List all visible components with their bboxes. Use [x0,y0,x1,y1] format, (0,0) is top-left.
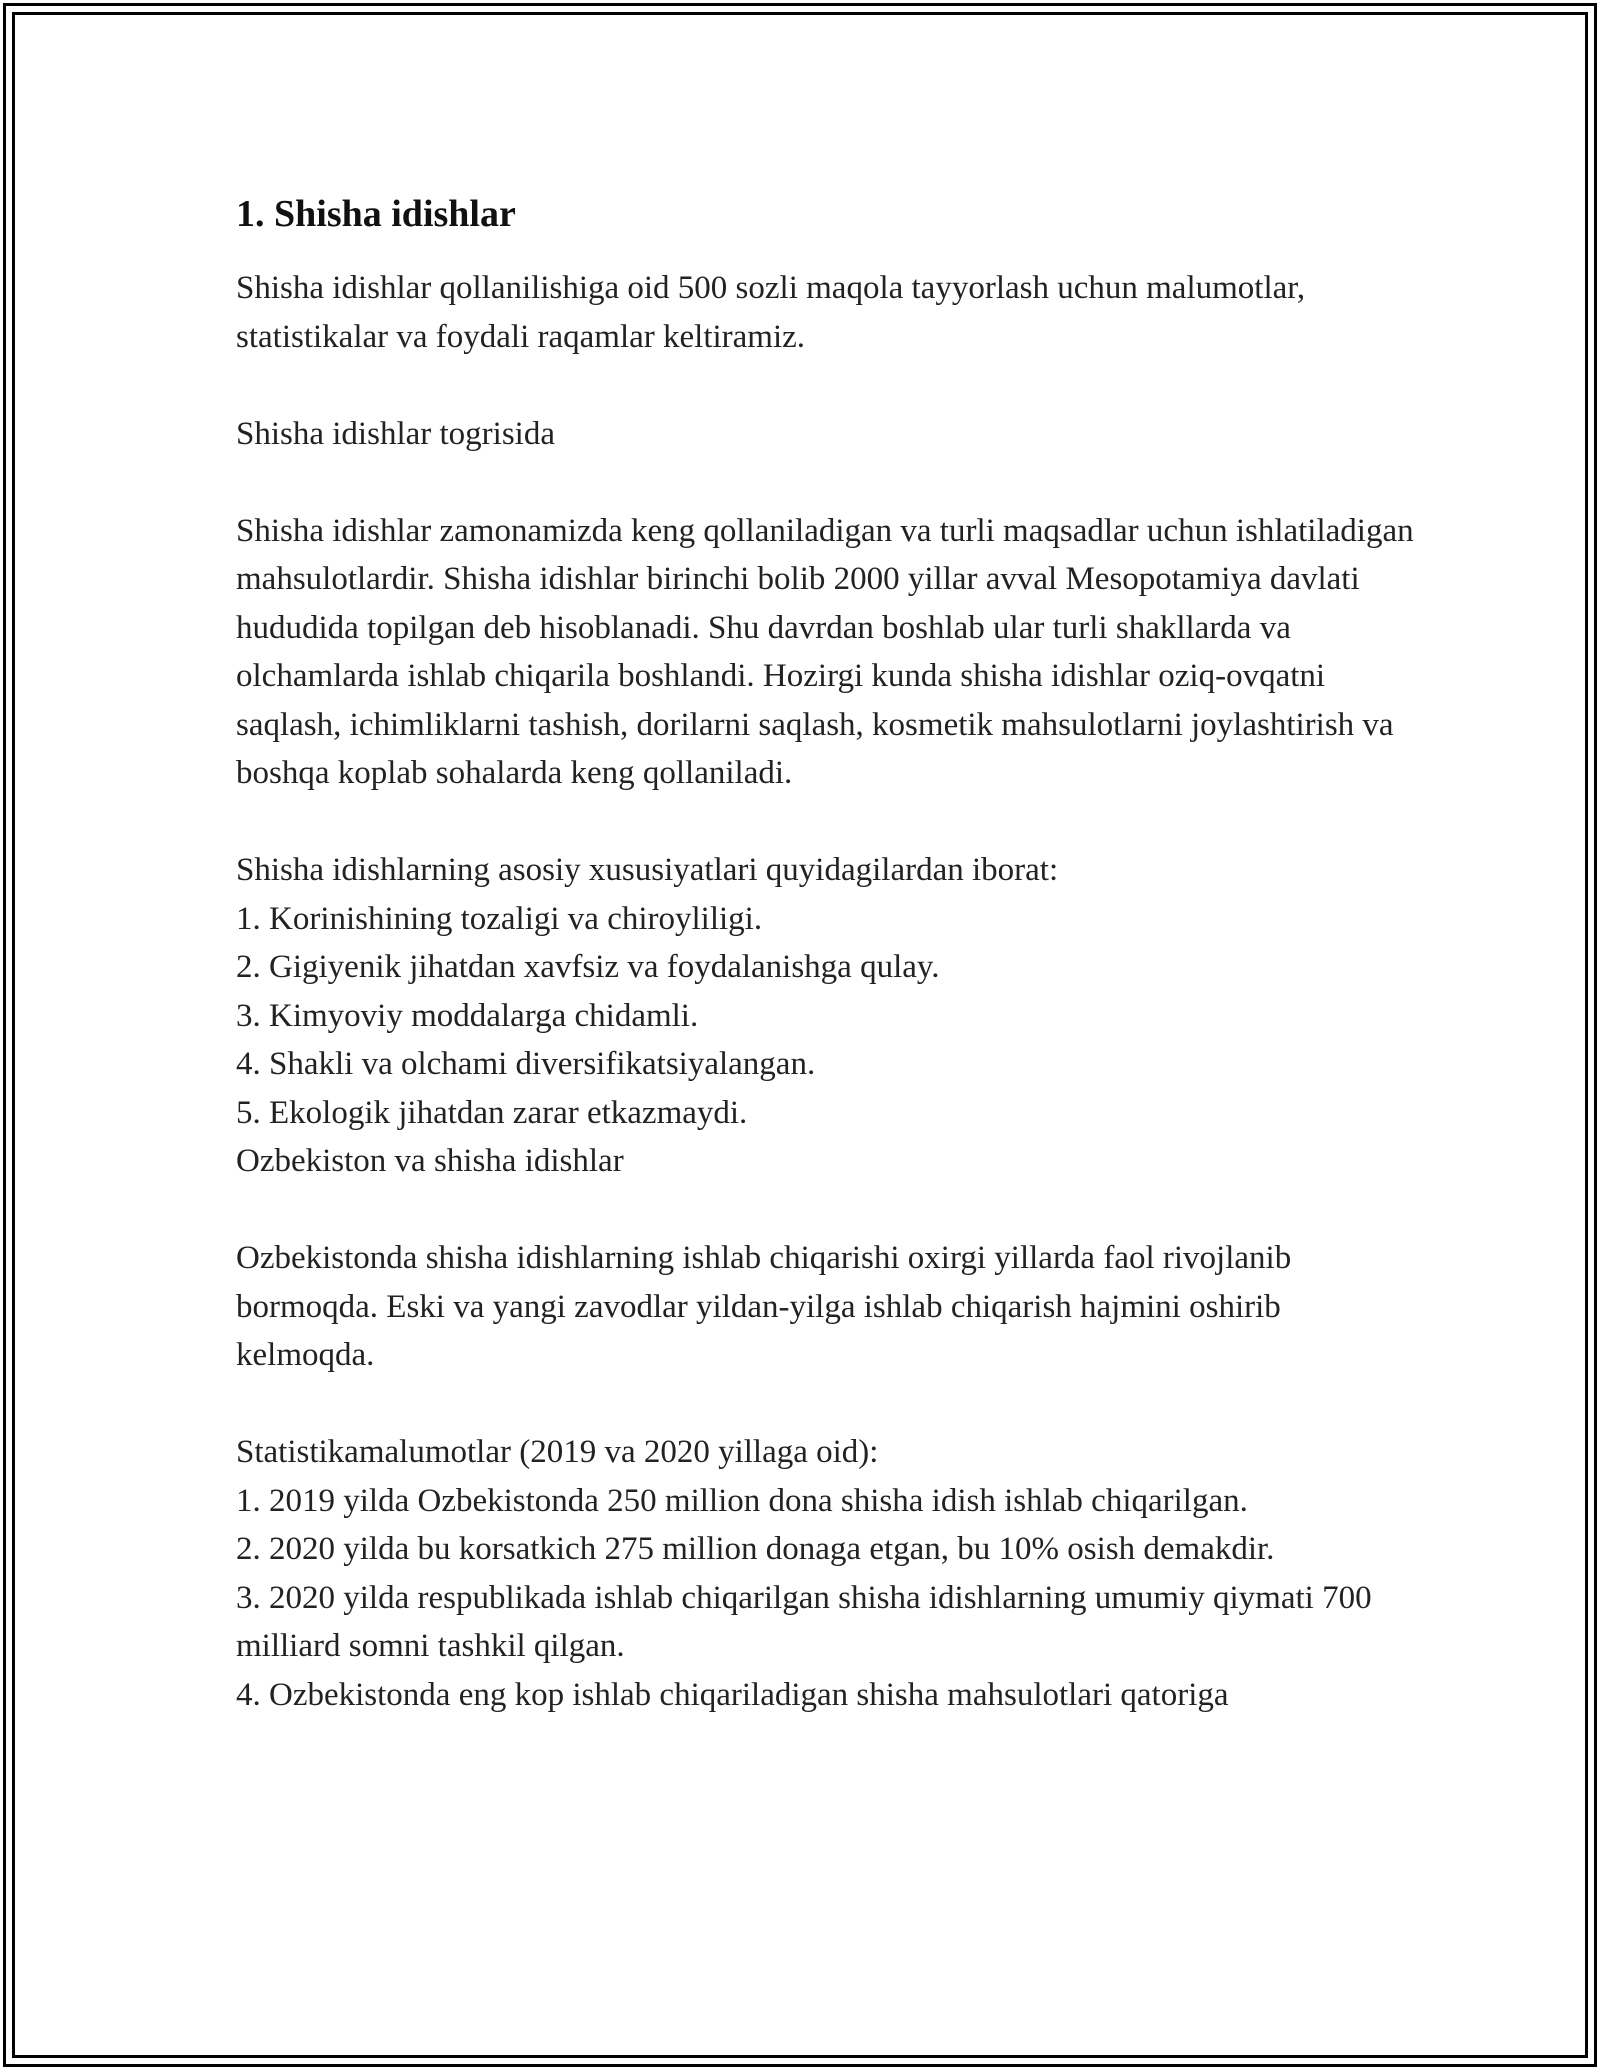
intro-paragraph: Shisha idishlar qollanilishiga oid 500 sozli maqola tayyorlash uchun malumotlar, statistikalar va foydali raqamlar keltiramiz. [236,270,1306,355]
uzbekistan-paragraph: Ozbekistonda shisha idishlarning ishlab chiqarishi oxirgi yillarda faol rivojlanib bormoqda. Eski va yangi zavodlar yildan-yilga ishlab chiqarish hajmini oshirib kelmoqda. [236,1240,1292,1373]
list-item: 5. Ekologik jihatdan zarar etkazmaydi. [236,1094,748,1131]
about-paragraph: Shisha idishlar zamonamizda keng qollaniladigan va turli maqsadlar uchun ishlatiladigan mahsulotlardir. Shisha idishlar birinchi bolib 2000 yillar avval Mesopotamiya davlati hududida topilgan deb hisoblanadi. Shu davrdan boshlab ular turli shakllarda va olchamlarda ishlab chiqarila boshlandi. Hozirgi kunda shisha idishlar oziq-ovqatni saqlash, ichimliklarni tashish, dorilarni saqlash, kosmetik mahsulotlarni joylashtirish va boshqa koplab sohalarda keng qollaniladi. [236,512,1414,791]
document-body [236,190,1416,1719]
section-title-uzbekistan: Ozbekiston va shisha idishlar [236,1143,624,1179]
features-intro: Shisha idishlarning asosiy xususiyatlari quyidagilardan iborat: [236,852,1059,888]
stats-intro: Statistikamalumotlar (2019 va 2020 yillaga oid): [236,1434,879,1470]
list-item: 2. Gigiyenik jihatdan xavfsiz va foydalanishga qulay. [236,949,940,985]
list-item: 4. Shakli va olchami diversifikatsiyalangan. [236,1046,816,1082]
list-item: 4. Ozbekistonda eng kop ishlab chiqariladigan shisha mahsulotlari qatoriga [236,1676,1229,1713]
list-item: 2. 2020 yilda bu korsatkich 275 million donaga etgan, bu 10% osish demakdir. [236,1531,1275,1567]
list-item: 3. 2020 yilda respublikada ishlab chiqarilgan shisha idishlarning umumiy qiymati 700 milliard somni tashkil qilgan. [236,1579,1372,1664]
list-item: 3. Kimyoviy moddalarga chidamli. [236,997,699,1034]
section-title-about: Shisha idishlar togrisida [236,415,555,452]
list-item: 1. 2019 yilda Ozbekistonda 250 million dona shisha idish ishlab chiqarilgan. [236,1482,1248,1519]
features-list [236,895,1416,1138]
list-item: 1. Korinishining tozaligi va chiroyliligi. [236,900,763,937]
document-heading: 1. Shisha idishlar [236,193,516,235]
stats-list [236,1477,1416,1720]
